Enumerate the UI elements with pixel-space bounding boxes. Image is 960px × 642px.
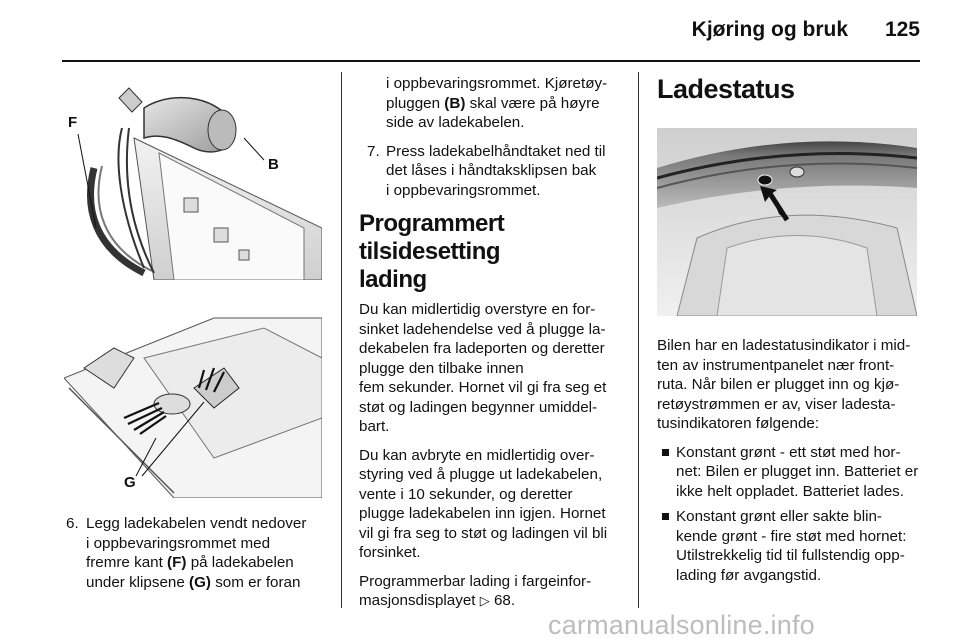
bullet2-line: kende grønt - fire støt med hornet: bbox=[676, 527, 907, 545]
para2-line: plugge ladekabelen inn igjen. Hornet bbox=[359, 505, 606, 522]
figure-charge-indicator bbox=[657, 128, 917, 316]
bullet1-line: Konstant grønt - ett støt med hor- bbox=[676, 443, 901, 461]
cable-clips-illustration bbox=[64, 298, 322, 498]
paragraph-programmable-charging bbox=[359, 572, 627, 611]
heading-charge-status: Ladestatus bbox=[657, 74, 795, 104]
status-para-line: retøystrømmen er av, viser ladesta- bbox=[657, 395, 896, 413]
step-6-line3-end: på ladekabelen bbox=[190, 554, 294, 571]
column-divider-1 bbox=[341, 72, 342, 608]
status-para-line: Bilen har en ladestatusindikator i mid- bbox=[657, 337, 911, 354]
column-divider-2 bbox=[638, 72, 639, 608]
label-ref-g: (G) bbox=[189, 573, 211, 591]
middle-column bbox=[359, 74, 627, 620]
heading-line2: lading bbox=[359, 266, 427, 293]
page-reference-icon: ▷ bbox=[479, 593, 490, 608]
step-6-line4-end: som er foran bbox=[215, 573, 301, 591]
step-7-line3: i oppbevaringsrommet. bbox=[386, 181, 541, 199]
step-7 bbox=[359, 142, 627, 201]
section-title: Kjøring og bruk bbox=[691, 18, 848, 41]
callout-f: F bbox=[68, 114, 78, 131]
label-ref-f: (F) bbox=[167, 554, 187, 571]
para2-line: vil gi fra seg to støt og ladingen vil bli bbox=[359, 524, 608, 542]
figure-cable-storage bbox=[64, 78, 322, 280]
para1-line: sinket ladehendelse ved å plugge la- bbox=[359, 320, 606, 338]
bullet2-line: lading før avgangstid. bbox=[676, 566, 822, 584]
step-6-line2: i oppbevaringsrommet med bbox=[86, 534, 271, 552]
step-6-line4-text: under klipsene bbox=[86, 573, 185, 591]
step-7-number: 7. bbox=[367, 142, 380, 160]
page-number: 125 bbox=[884, 18, 920, 41]
para2-line: vente i 10 sekunder, og deretter bbox=[359, 485, 573, 503]
figure-cable-clips bbox=[64, 298, 322, 498]
paragraph-cancel-override bbox=[359, 446, 627, 563]
paragraph-override bbox=[359, 300, 627, 437]
cont-line2-text: pluggen bbox=[386, 94, 441, 112]
para1-line: støt og ladingen begynner umiddel- bbox=[359, 398, 598, 416]
bullet-blinking-green bbox=[657, 507, 925, 585]
status-para-line: tusindikatoren følgende: bbox=[657, 415, 820, 432]
step-7-line2: det låses i håndtaksklipsen bak bbox=[386, 162, 597, 179]
para1-line: plugge den tilbake innen bbox=[359, 359, 524, 377]
cont-line3: side av ladekabelen. bbox=[386, 114, 525, 131]
callout-b: B bbox=[268, 156, 279, 173]
heading-programmed-override bbox=[359, 210, 627, 294]
bullet1-line: ikke helt oppladet. Batteriet lades. bbox=[676, 482, 904, 500]
step-6-number: 6. bbox=[66, 515, 79, 532]
cont-line1: i oppbevaringsrommet. Kjøretøy- bbox=[386, 75, 608, 92]
bullet-square-icon bbox=[662, 449, 669, 456]
step-6-line3-text: fremre kant bbox=[86, 554, 163, 571]
right-column-text bbox=[657, 336, 925, 591]
watermark: carmanualsonline.info bbox=[548, 610, 815, 640]
callout-g: G bbox=[124, 474, 136, 491]
para2-line: Du kan avbryte en midlertidig over- bbox=[359, 446, 595, 464]
paragraph-charge-status bbox=[657, 336, 925, 434]
para3-line1: Programmerbar lading i fargeinfor- bbox=[359, 572, 592, 590]
para1-line: fem sekunder. Hornet vil gi fra seg et bbox=[359, 379, 607, 396]
page-header bbox=[0, 0, 960, 62]
heading-line1: Programmert tilsidesetting bbox=[359, 210, 505, 265]
para3-line2: masjonsdisplayet bbox=[359, 592, 476, 609]
label-ref-b: (B) bbox=[444, 94, 466, 112]
bullet-constant-green bbox=[657, 443, 925, 502]
step-7-line1: Press ladekabelhåndtaket ned til bbox=[386, 142, 606, 160]
status-para-line: ruta. Når bilen er plugget inn og kjø- bbox=[657, 376, 900, 393]
para1-line: bart. bbox=[359, 418, 390, 435]
status-para-line: ten av instrumentpanelet nær front- bbox=[657, 356, 895, 374]
para2-line: styring ved å plugge ut ladekabelen, bbox=[359, 466, 603, 483]
step-6-line1: Legg ladekabelen vendt nedover bbox=[86, 515, 307, 532]
bullet-square-icon bbox=[662, 513, 669, 520]
para2-line: forsinket. bbox=[359, 544, 421, 561]
cable-storage-illustration bbox=[64, 78, 322, 280]
bullet2-line: Utilstrekkelig tid til fullstendig opp- bbox=[676, 547, 905, 564]
bullet1-line: net: Bilen er plugget inn. Batteriet er bbox=[676, 463, 919, 480]
para1-line: dekabelen fra ladeporten og deretter bbox=[359, 340, 605, 357]
header-rule bbox=[62, 60, 920, 62]
charge-indicator-illustration bbox=[657, 128, 917, 316]
cont-line2-end: skal være på høyre bbox=[469, 94, 600, 112]
para1-line: Du kan midlertidig overstyre en for- bbox=[359, 301, 596, 318]
step-6-continuation bbox=[359, 74, 627, 133]
page-reference[interactable]: 68. bbox=[493, 592, 516, 609]
step-6 bbox=[66, 514, 328, 601]
bullet2-line: Konstant grønt eller sakte blin- bbox=[676, 508, 882, 525]
